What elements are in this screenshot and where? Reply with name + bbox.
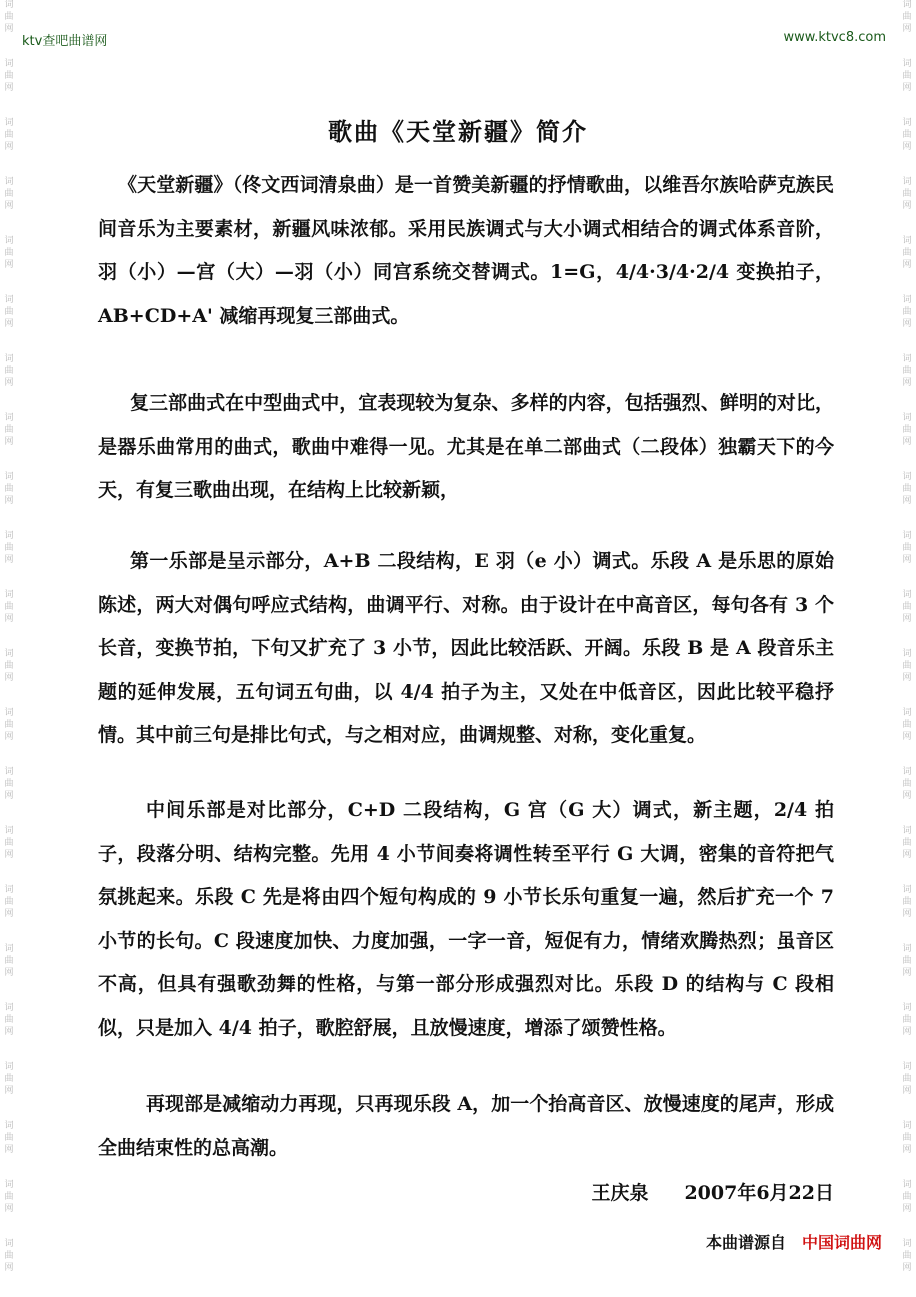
margin-mark-char: 网: [4, 83, 14, 93]
margin-mark-char: 曲: [4, 130, 14, 140]
margin-mark-char: 网: [902, 732, 912, 742]
margin-mark-char: 曲: [902, 248, 912, 258]
author-name: 王庆泉: [591, 1182, 649, 1204]
margin-mark-gap: [900, 331, 914, 353]
margin-mark-char: 词: [902, 708, 912, 718]
margin-mark-char: 网: [902, 968, 912, 978]
margin-mark-char: 曲: [4, 71, 14, 81]
margin-mark-char: 词: [4, 1003, 14, 1013]
margin-mark-char: 网: [902, 909, 912, 919]
margin-mark-char: 网: [902, 24, 912, 34]
margin-mark-gap: [900, 272, 914, 294]
margin-mark-gap: [900, 626, 914, 648]
margin-mark-gap: [900, 1039, 914, 1061]
margin-mark-char: 曲: [902, 543, 912, 553]
margin-mark-gap: [2, 567, 16, 589]
margin-mark-char: 网: [902, 378, 912, 388]
margin-mark-gap: [900, 1216, 914, 1238]
margin-mark-char: 词: [902, 236, 912, 246]
margin-mark-char: 词: [4, 708, 14, 718]
margin-mark-gap: [900, 36, 914, 58]
margin-mark-char: 网: [902, 319, 912, 329]
margin-mark-char: 词: [4, 236, 14, 246]
margin-mark-char: 网: [4, 791, 14, 801]
margin-mark-gap: [2, 390, 16, 412]
margin-mark-char: 网: [4, 24, 14, 34]
footer-source: [706, 1230, 882, 1253]
margin-mark-char: 曲: [902, 1251, 912, 1261]
margin-mark-char: 曲: [4, 425, 14, 435]
margin-mark-char: 网: [4, 555, 14, 565]
margin-mark-char: 词: [902, 0, 912, 10]
margin-mark-char: 曲: [902, 366, 912, 376]
margin-mark-char: 曲: [4, 720, 14, 730]
margin-mark-char: 曲: [902, 1074, 912, 1084]
margin-mark-char: 词: [902, 177, 912, 187]
margin-mark-char: 曲: [4, 1192, 14, 1202]
margin-mark-char: 网: [902, 83, 912, 93]
margin-mark-gap: [900, 449, 914, 471]
margin-mark-char: 网: [4, 437, 14, 447]
margin-mark-char: 曲: [902, 12, 912, 22]
margin-mark-char: 词: [4, 1121, 14, 1131]
margin-mark-char: 网: [4, 319, 14, 329]
source-label: 本曲谱源自: [705, 1233, 786, 1252]
margin-mark-char: 网: [4, 142, 14, 152]
margin-mark-char: 曲: [4, 1133, 14, 1143]
margin-mark-char: 词: [4, 177, 14, 187]
margin-mark-gap: [2, 1157, 16, 1179]
margin-mark-char: 曲: [4, 307, 14, 317]
paragraph-intro: 《天堂新疆》（佟文西词清泉曲）是一首赞美新疆的抒情歌曲，以维吾尔族哈萨克族民间音乐为主要素材，新疆风味浓郁。采用民族调式与大小调式相结合的调式体系音阶，羽（小）—宫（大）—羽（小）同宫系统交替调式。1=G，4/4·3/4·2/4 变换拍子，AB+CD+A' 减缩再现复三部曲式。: [98, 174, 834, 327]
header-site-url[interactable]: www.ktvc8.com: [783, 30, 886, 45]
margin-mark-gap: [900, 154, 914, 176]
margin-mark-char: 词: [902, 1121, 912, 1131]
margin-mark-gap: [2, 803, 16, 825]
margin-mark-gap: [2, 36, 16, 58]
margin-mark-char: 网: [902, 1145, 912, 1155]
margin-mark-char: 词: [902, 118, 912, 128]
margin-mark-gap: [900, 213, 914, 235]
margin-mark-gap: [900, 1157, 914, 1179]
margin-mark-gap: [2, 508, 16, 530]
margin-mark-gap: [900, 685, 914, 707]
margin-mark-char: 曲: [4, 602, 14, 612]
margin-mark-char: 网: [4, 673, 14, 683]
margin-mark-gap: [2, 449, 16, 471]
margin-mark-char: 网: [902, 1027, 912, 1037]
margin-mark-char: 网: [4, 1263, 14, 1273]
paragraph-form: 复三部曲式在中型曲式中，宜表现较为复杂、多样的内容，包括强烈、鲜明的对比，是器乐曲常用的曲式，歌曲中难得一见。尤其是在单二部曲式（二段体）独霸天下的今天，有复三歌曲出现，在结构上比较新颖，: [98, 392, 834, 501]
margin-mark-char: 网: [902, 201, 912, 211]
margin-mark-char: 词: [4, 649, 14, 659]
margin-mark-char: 网: [902, 1204, 912, 1214]
margin-mark-char: 网: [902, 1086, 912, 1096]
margin-mark-char: 词: [902, 885, 912, 895]
margin-mark-char: 词: [4, 354, 14, 364]
margin-mark-gap: [2, 980, 16, 1002]
margin-mark-char: 词: [902, 59, 912, 69]
margin-mark-char: 网: [4, 201, 14, 211]
margin-mark-char: 曲: [902, 425, 912, 435]
margin-mark-char: 曲: [902, 897, 912, 907]
margin-mark-char: 词: [4, 1062, 14, 1072]
margin-mark-char: 曲: [902, 1015, 912, 1025]
margin-mark-gap: [2, 921, 16, 943]
sign-date: 2007年6月22日: [684, 1182, 834, 1204]
margin-mark-gap: [2, 1039, 16, 1061]
margin-mark-gap: [2, 213, 16, 235]
margin-mark-char: 词: [4, 59, 14, 69]
paragraph-middle-part: 中间乐部是对比部分，C+D 二段结构，G 宫（G 大）调式，新主题，2/4 拍子，段落分明、结构完整。先用 4 小节间奏将调性转至平行 G 大调，密集的音符把气氛挑起来。乐段 C 先是将由四个短句构成的 9 小节长乐句重复一遍，然后扩充一个 7 小节的长句。C 段速度加快、力度加强，一字一音，短促有力，情绪欢腾热烈；虽音区不高，但具有强歌劲舞的性格，与第一部分形成强烈对比。乐段 D 的结构与 C 段相似，只是加入 4/4 拍子，歌腔舒展，且放慢速度，增添了颂赞性格。: [98, 799, 834, 1039]
margin-mark-gap: [2, 154, 16, 176]
margin-mark-char: 网: [4, 732, 14, 742]
margin-mark-char: 网: [4, 909, 14, 919]
margin-mark-char: 曲: [902, 720, 912, 730]
signature: [555, 1178, 834, 1205]
margin-mark-char: 网: [4, 614, 14, 624]
margin-mark-char: 曲: [902, 1192, 912, 1202]
margin-mark-char: 网: [4, 496, 14, 506]
margin-mark-char: 曲: [902, 1133, 912, 1143]
margin-mark-char: 词: [902, 826, 912, 836]
margin-mark-char: 曲: [4, 12, 14, 22]
margin-mark-gap: [900, 862, 914, 884]
margin-mark-gap: [900, 921, 914, 943]
margin-mark-char: 曲: [902, 189, 912, 199]
margin-mark-char: 词: [4, 826, 14, 836]
margin-mark-gap: [900, 1275, 914, 1297]
margin-mark-char: 网: [902, 614, 912, 624]
margin-mark-char: 曲: [4, 248, 14, 258]
margin-mark-char: 曲: [4, 1251, 14, 1261]
margin-mark-gap: [900, 803, 914, 825]
margin-mark-char: 词: [4, 590, 14, 600]
margin-mark-gap: [2, 744, 16, 766]
margin-mark-char: 网: [902, 850, 912, 860]
margin-mark-char: 词: [4, 1239, 14, 1249]
margin-mark-char: 词: [902, 472, 912, 482]
margin-mark-gap: [900, 1098, 914, 1120]
margin-mark-char: 词: [902, 767, 912, 777]
margin-mark-char: 词: [902, 1180, 912, 1190]
margin-mark-gap: [900, 508, 914, 530]
margin-mark-gap: [2, 685, 16, 707]
margin-mark-char: 网: [902, 555, 912, 565]
margin-mark-char: 词: [4, 118, 14, 128]
paragraph-part-one: 第一乐部是呈示部分，A+B 二段结构，E 羽（e 小）调式。乐段 A 是乐思的原始陈述，两大对偶句呼应式结构，曲调平行、对称。由于设计在中高音区，每句各有 3 个长音，变换节拍，下句又扩充了 3 小节，因此比较活跃、开阔。乐段 B 是 A 段音乐主题的延伸发展，五句词五句曲，以 4/4 拍子为主，又处在中低音区，因此比较平稳抒情。其中前三句是排比句式，与之相对应，曲调规整、对称，变化重复。: [98, 550, 834, 746]
margin-mark-char: 网: [902, 673, 912, 683]
margin-mark-char: 曲: [4, 956, 14, 966]
margin-mark-char: 曲: [4, 838, 14, 848]
margin-mark-gap: [2, 1098, 16, 1120]
margin-mark-char: 词: [4, 767, 14, 777]
margin-mark-char: 网: [4, 260, 14, 270]
margin-mark-gap: [2, 626, 16, 648]
left-margin-watermark: [2, 0, 16, 1280]
margin-mark-gap: [2, 1275, 16, 1297]
margin-mark-gap: [900, 567, 914, 589]
margin-mark-gap: [2, 331, 16, 353]
margin-mark-char: 曲: [4, 897, 14, 907]
margin-mark-char: 词: [902, 590, 912, 600]
margin-mark-char: 曲: [4, 661, 14, 671]
margin-mark-char: 曲: [902, 71, 912, 81]
margin-mark-char: 网: [902, 142, 912, 152]
margin-mark-char: 曲: [902, 484, 912, 494]
margin-mark-char: 网: [4, 850, 14, 860]
margin-mark-char: 词: [4, 472, 14, 482]
margin-mark-gap: [2, 272, 16, 294]
margin-mark-char: 网: [902, 791, 912, 801]
margin-mark-char: 曲: [4, 543, 14, 553]
margin-mark-char: 曲: [4, 779, 14, 789]
margin-mark-char: 网: [4, 1086, 14, 1096]
margin-mark-char: 曲: [4, 484, 14, 494]
margin-mark-char: 网: [902, 437, 912, 447]
margin-mark-gap: [2, 1216, 16, 1238]
margin-mark-char: 词: [4, 295, 14, 305]
margin-mark-char: 词: [902, 413, 912, 423]
margin-mark-char: 曲: [4, 1015, 14, 1025]
margin-mark-char: 词: [4, 413, 14, 423]
margin-mark-gap: [900, 390, 914, 412]
margin-mark-char: 词: [4, 885, 14, 895]
margin-mark-char: 曲: [902, 838, 912, 848]
margin-mark-char: 网: [4, 1204, 14, 1214]
margin-mark-char: 词: [902, 531, 912, 541]
source-site-link[interactable]: 中国词曲网: [801, 1233, 882, 1252]
margin-mark-char: 网: [902, 260, 912, 270]
margin-mark-char: 网: [4, 378, 14, 388]
margin-mark-char: 词: [902, 649, 912, 659]
margin-mark-char: 词: [4, 1180, 14, 1190]
margin-mark-char: 词: [902, 1239, 912, 1249]
margin-mark-char: 词: [4, 944, 14, 954]
margin-mark-char: 网: [902, 496, 912, 506]
right-margin-watermark: [900, 0, 914, 1280]
margin-mark-char: 曲: [4, 366, 14, 376]
header-site-left[interactable]: ktv查吧曲谱网: [22, 34, 108, 49]
margin-mark-gap: [2, 862, 16, 884]
margin-mark-char: 曲: [902, 779, 912, 789]
margin-mark-char: 曲: [902, 602, 912, 612]
margin-mark-char: 网: [902, 1263, 912, 1273]
margin-mark-gap: [900, 744, 914, 766]
margin-mark-char: 词: [902, 1003, 912, 1013]
margin-mark-char: 词: [4, 0, 14, 10]
margin-mark-char: 曲: [4, 189, 14, 199]
margin-mark-char: 网: [4, 1145, 14, 1155]
margin-mark-char: 曲: [902, 307, 912, 317]
margin-mark-char: 词: [902, 944, 912, 954]
margin-mark-char: 词: [4, 531, 14, 541]
margin-mark-char: 网: [4, 1027, 14, 1037]
margin-mark-char: 曲: [902, 661, 912, 671]
margin-mark-char: 词: [902, 354, 912, 364]
margin-mark-char: 曲: [902, 956, 912, 966]
page-title: 歌曲《天堂新疆》简介: [328, 117, 588, 146]
margin-mark-char: 曲: [4, 1074, 14, 1084]
margin-mark-char: 曲: [902, 130, 912, 140]
margin-mark-gap: [900, 980, 914, 1002]
margin-mark-char: 词: [902, 1062, 912, 1072]
paragraph-reprise: 再现部是减缩动力再现，只再现乐段 A，加一个抬高音区、放慢速度的尾声，形成全曲结束性的总高潮。: [98, 1093, 834, 1159]
margin-mark-char: 网: [4, 968, 14, 978]
margin-mark-char: 词: [902, 295, 912, 305]
